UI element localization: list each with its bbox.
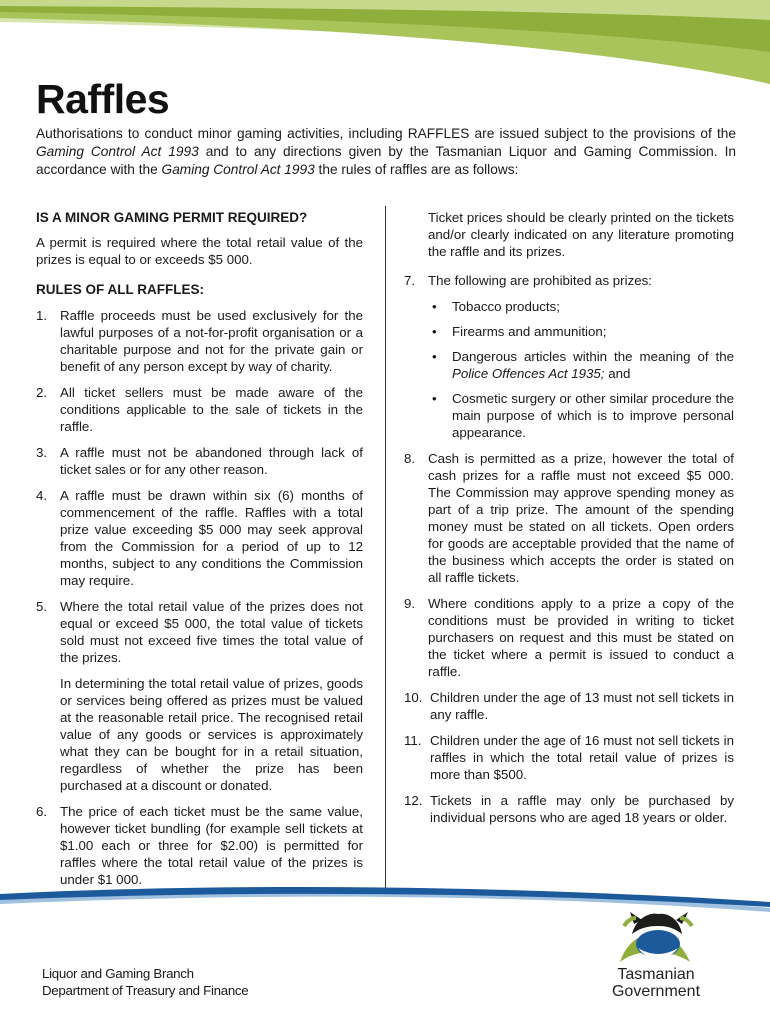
bullet-icon: • <box>432 299 437 314</box>
rule-item: 10. Children under the age of 13 must not sell tickets in any raffle. <box>404 690 734 722</box>
department-name: Department of Treasury and Finance <box>42 983 249 998</box>
rule-item: 1. Raffle proceeds must be used exclusively for the lawful purposes of a not-for-profit organisation or a charitable purpose and not for the private gain or benefit of any person except by way of charity. <box>36 308 363 374</box>
bullet-icon: • <box>432 324 437 339</box>
prohibited-prize-bullet: • Firearms and ammunition; <box>432 324 607 339</box>
rule-item: 4. A raffle must be drawn within six (6) months of commencement of the raffle. Raffles with a total prize value exceeding $5 000 may seek approval from the Commission for a period of up to 12 months, subject to any conditions the Commission may require. <box>36 488 363 588</box>
rule-item: 5. Where the total retail value of the prizes does not equal or exceed $5 000, the total value of tickets sold must not exceed five times the total value of the prizes. <box>36 599 363 665</box>
rule-item: 7. The following are prohibited as prizes: <box>404 273 652 288</box>
prohibited-prize-bullet: • Cosmetic surgery or other similar procedure the main purpose of which is to improve personal appearance. <box>432 391 734 440</box>
permit-text: A permit is required where the total retail value of the prizes is equal to or exceeds $5 000. <box>36 235 363 267</box>
rule-item: 8. Cash is permitted as a prize, however the total of cash prizes for a raffle must not exceed $5 000. The Commission may approve spending money as part of a trip prize. The amount of the spending money must be stated on all tickets. Open orders for goods are acceptable provided that the name of the business which accepts the order is stated on all raffle tickets. <box>404 451 734 585</box>
rule-item-continuation: Ticket prices should be clearly printed on the tickets and/or clearly indicated on any literature promoting the raffle and its prizes. <box>428 210 734 259</box>
page-title: Raffles <box>36 76 170 122</box>
tasmanian-government-wordmark: Tasmanian Government <box>611 966 701 1000</box>
rule-item: 6. The price of each ticket must be the same value, however ticket bundling (for example sell tickets at $1.00 each or three for $2.00) is permitted for raffles where the total retail value of the prizes is under $1 000. <box>36 804 363 887</box>
rule-item: 3. A raffle must not be abandoned through lack of ticket sales or for any other reason. <box>36 445 363 477</box>
bullet-icon: • <box>432 349 437 364</box>
footer-department <box>42 965 248 999</box>
rule-item-continuation: In determining the total retail value of prizes, goods or services being offered as prizes must be valued at the reasonable retail price. The recognised retail value of any goods or services is approximately what they can be bought for in a retail situation, regardless of whether the prize has been purchased at a discount or donated. <box>60 676 363 793</box>
right-column <box>404 209 734 826</box>
prohibited-prize-bullet: • Dangerous articles within the meaning of the Police Offences Act 1935; and <box>432 349 734 381</box>
intro-paragraph: Authorisations to conduct minor gaming activities, including RAFFLES are issued subject to the provisions of the Gaming Control Act 1993 and to any directions given by the Tasmanian Liquor and Gaming Commission. In accordance with the Gaming Control Act 1993 the rules of raffles are as follows: <box>36 126 736 177</box>
left-column <box>36 209 363 888</box>
rule-item: 2. All ticket sellers must be made aware of the conditions applicable to the sale of tickets in the raffle. <box>36 385 363 434</box>
prohibited-prize-bullet: • Tobacco products; <box>432 299 560 314</box>
bullet-icon: • <box>432 391 437 406</box>
rule-item: 11. Children under the age of 16 must not sell tickets in raffles in which the total retail value of prizes is more than $500. <box>404 733 734 782</box>
column-divider <box>385 206 386 888</box>
branch-name: Liquor and Gaming Branch <box>42 966 194 981</box>
rule-item: 9. Where conditions apply to a prize a copy of the conditions must be provided in writing to ticket purchasers on request and this must be stated on the ticket where a permit is issued to conduct a raffle. <box>404 596 734 679</box>
permit-heading: IS A MINOR GAMING PERMIT REQUIRED? <box>36 210 308 225</box>
rule-item: 12. Tickets in a raffle may only be purchased by individual persons who are aged 18 years or older. <box>404 793 734 825</box>
rules-heading: RULES OF ALL RAFFLES: <box>36 282 204 297</box>
